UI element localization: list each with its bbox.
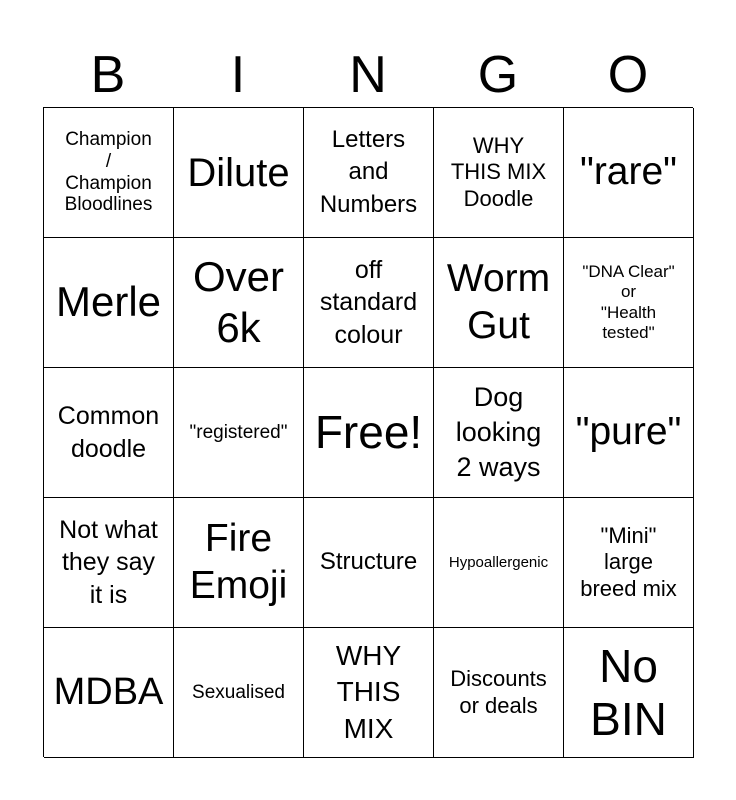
cell-text: Worm Gut xyxy=(446,256,551,347)
cell-text: "pure" xyxy=(575,410,682,454)
cell-text: No BIN xyxy=(590,639,667,745)
cell-text: Champion / Champion Bloodlines xyxy=(64,128,153,216)
bingo-cell[interactable] xyxy=(44,368,174,498)
bingo-cell[interactable] xyxy=(564,498,694,628)
bingo-cell[interactable] xyxy=(564,108,694,238)
bingo-cell[interactable] xyxy=(174,238,304,368)
cell-text: WHY THIS MIX Doodle xyxy=(450,132,547,211)
cell-text: "rare" xyxy=(579,150,678,194)
bingo-cell[interactable] xyxy=(304,628,434,758)
header-letter-g: G xyxy=(477,46,519,104)
cell-text: Structure xyxy=(319,548,418,576)
bingo-cell[interactable] xyxy=(434,628,564,758)
bingo-cell[interactable] xyxy=(304,238,434,368)
bingo-cell[interactable] xyxy=(44,628,174,758)
cell-text: "DNA Clear" or "Health tested" xyxy=(582,261,675,342)
cell-text: Dog looking 2 ways xyxy=(455,381,542,483)
cell-text: Sexualised xyxy=(192,681,285,703)
bingo-header xyxy=(43,42,693,108)
cell-text: Discounts or deals xyxy=(450,666,547,718)
bingo-cell[interactable] xyxy=(564,238,694,368)
cell-text: Free! xyxy=(314,406,423,459)
header-letter-b: B xyxy=(90,46,126,104)
cell-text: "registered" xyxy=(189,421,288,443)
bingo-cell[interactable] xyxy=(174,368,304,498)
bingo-cell[interactable] xyxy=(174,628,304,758)
bingo-cell[interactable] xyxy=(434,498,564,628)
cell-text: Fire Emoji xyxy=(189,516,288,607)
bingo-cell[interactable] xyxy=(44,238,174,368)
bingo-cell[interactable] xyxy=(44,108,174,238)
bingo-board xyxy=(43,107,693,757)
bingo-cell[interactable] xyxy=(304,108,434,238)
cell-text: Hypoallergenic xyxy=(448,553,549,571)
bingo-cell[interactable] xyxy=(174,108,304,238)
cell-text: Dilute xyxy=(187,150,290,195)
cell-text: off standard colour xyxy=(319,255,418,349)
cell-text: "Mini" large breed mix xyxy=(580,522,677,601)
header-letter-n: N xyxy=(349,46,387,104)
bingo-cell[interactable] xyxy=(434,238,564,368)
bingo-cell[interactable] xyxy=(44,498,174,628)
bingo-cell[interactable] xyxy=(564,368,694,498)
cell-text: Letters and Numbers xyxy=(319,125,418,218)
bingo-cell[interactable] xyxy=(434,108,564,238)
cell-text: Not what they say it is xyxy=(59,515,158,609)
cell-text: Common doodle xyxy=(57,402,160,463)
bingo-cell[interactable] xyxy=(304,368,434,498)
bingo-cell[interactable] xyxy=(304,498,434,628)
cell-text: MDBA xyxy=(53,670,164,713)
bingo-cell[interactable] xyxy=(174,498,304,628)
cell-text: WHY THIS MIX xyxy=(335,639,402,744)
header-letter-o: O xyxy=(607,46,649,104)
header-letter-i: I xyxy=(230,46,246,104)
bingo-cell[interactable] xyxy=(564,628,694,758)
bingo-cell[interactable] xyxy=(434,368,564,498)
cell-text: Over 6k xyxy=(192,253,284,351)
cell-text: Merle xyxy=(55,278,162,326)
